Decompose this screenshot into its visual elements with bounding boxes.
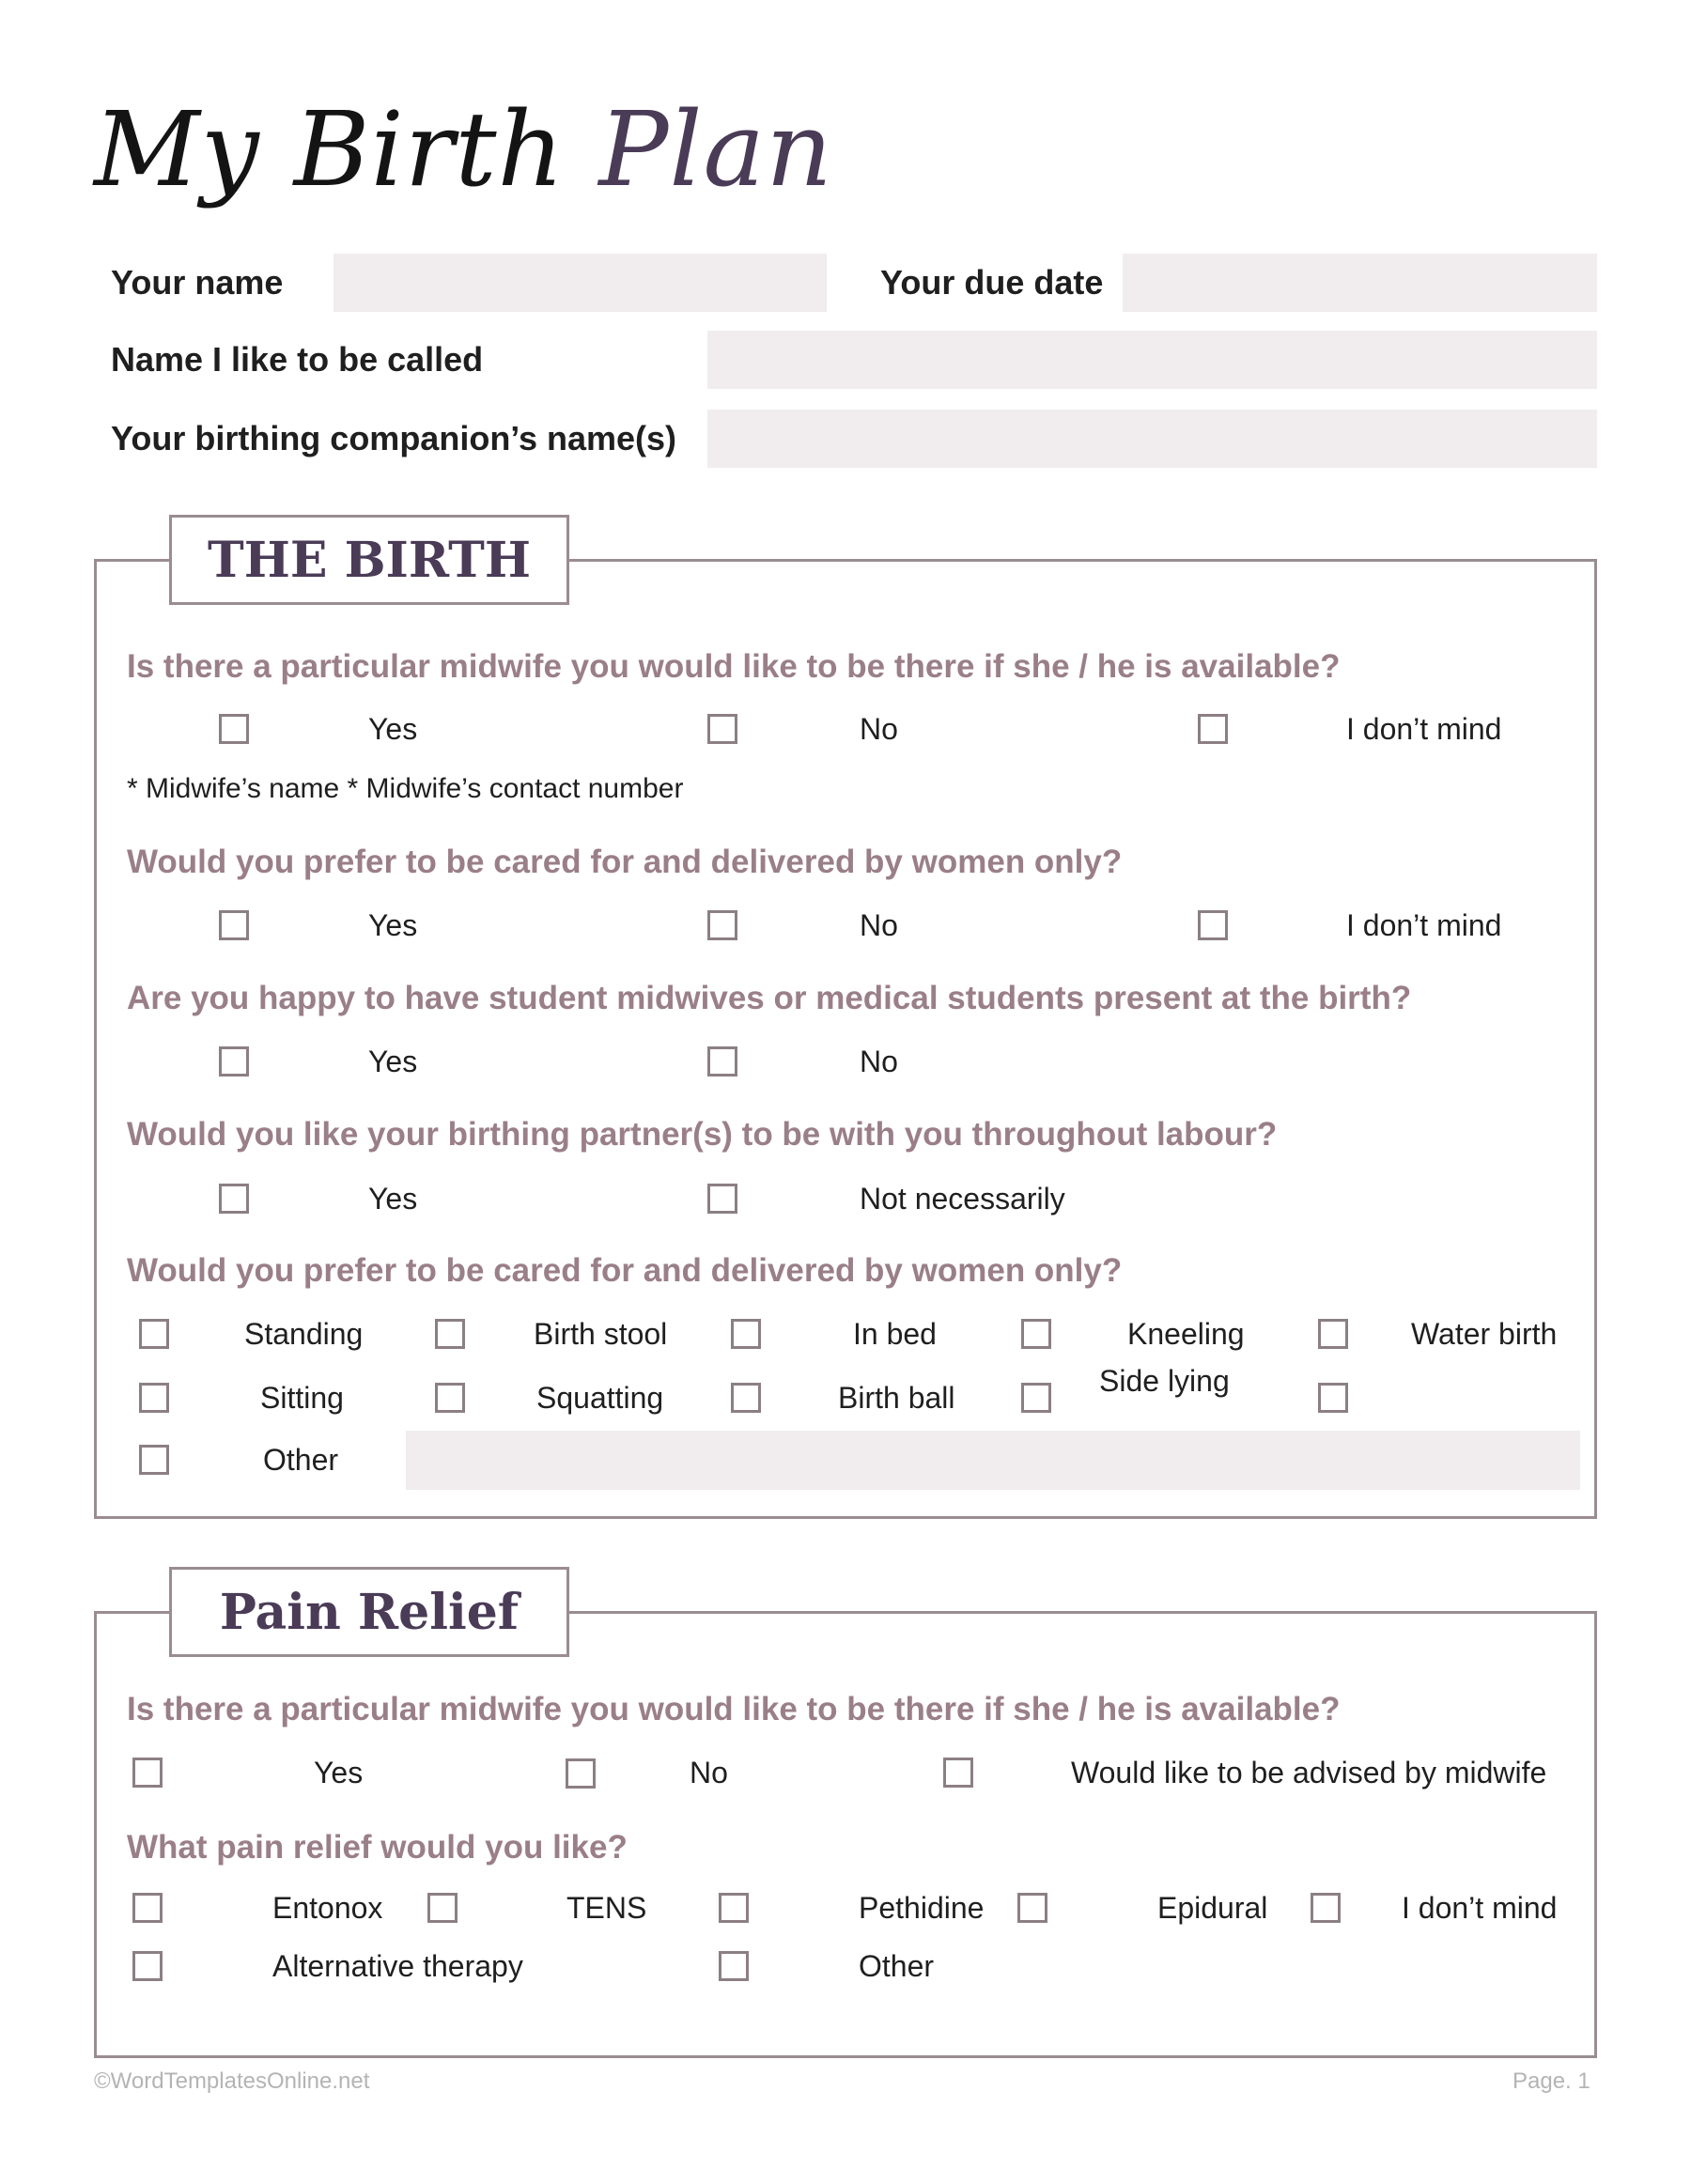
relief-label: TENS <box>566 1891 647 1925</box>
option-label: Yes <box>368 908 418 942</box>
checkbox-in-bed[interactable] <box>731 1319 761 1349</box>
position-label: Squatting <box>536 1381 664 1415</box>
checkbox-standing[interactable] <box>139 1319 169 1349</box>
checkbox-dont-mind[interactable] <box>1198 714 1228 744</box>
called-name-field[interactable] <box>707 331 1597 389</box>
relief-label: Alternative therapy <box>272 1949 523 1983</box>
midwife-note: * Midwife’s name * Midwife’s contact number <box>127 773 684 804</box>
position-label: Birth stool <box>534 1317 668 1351</box>
option-label: No <box>860 1045 898 1078</box>
relief-label: Other <box>859 1949 935 1983</box>
your-name-label: Your name <box>111 263 284 302</box>
checkbox-yes[interactable] <box>132 1758 163 1788</box>
pain-question-midwife: Is there a particular midwife you would like to be there if she / he is available? <box>127 1691 1341 1727</box>
option-label: No <box>860 712 898 746</box>
position-label: Side lying <box>1099 1364 1230 1398</box>
companion-field[interactable] <box>707 410 1597 468</box>
checkbox-yes[interactable] <box>219 1184 249 1214</box>
checkbox-other[interactable] <box>139 1445 169 1475</box>
checkbox-side-lying[interactable] <box>1021 1383 1051 1413</box>
checkbox-no[interactable] <box>707 1046 737 1077</box>
companion-label: Your birthing companion’s name(s) <box>111 419 677 457</box>
page-title <box>94 89 833 209</box>
checkbox-extra[interactable] <box>1318 1383 1348 1413</box>
checkbox-sitting[interactable] <box>139 1383 169 1413</box>
title-part-1: My Birth <box>94 89 566 209</box>
option-label: Yes <box>368 1182 418 1216</box>
position-label: In bed <box>853 1317 937 1351</box>
due-date-field[interactable] <box>1123 254 1597 312</box>
other-position-field[interactable] <box>406 1431 1580 1490</box>
position-label: Water birth <box>1411 1317 1558 1351</box>
checkbox-no[interactable] <box>566 1758 596 1789</box>
checkbox-entonox[interactable] <box>132 1893 163 1923</box>
position-label: Sitting <box>260 1381 344 1415</box>
option-label: Yes <box>368 712 418 746</box>
checkbox-dont-mind[interactable] <box>1198 910 1228 940</box>
relief-label: Pethidine <box>859 1891 985 1925</box>
birth-section <box>94 559 1597 1519</box>
called-name-label: Name I like to be called <box>111 340 484 379</box>
birth-question-midwife: Is there a particular midwife you would like to be there if she / he is available? <box>127 648 1341 685</box>
relief-label: I don’t mind <box>1402 1891 1558 1925</box>
checkbox-other[interactable] <box>719 1951 749 1981</box>
birth-question-positions: Would you prefer to be cared for and delivered by women only? <box>127 1252 1123 1289</box>
pain-relief-heading: Pain Relief <box>169 1567 569 1657</box>
checkbox-yes[interactable] <box>219 910 249 940</box>
option-label: I don’t mind <box>1346 712 1502 746</box>
checkbox-dont-mind[interactable] <box>1311 1893 1341 1923</box>
checkbox-birth-stool[interactable] <box>435 1319 465 1349</box>
option-label: No <box>860 908 898 942</box>
relief-label: Entonox <box>272 1891 383 1925</box>
option-label: No <box>690 1756 728 1789</box>
checkbox-squatting[interactable] <box>435 1383 465 1413</box>
checkbox-not-necessarily[interactable] <box>707 1184 737 1214</box>
relief-label: Epidural <box>1157 1891 1268 1925</box>
page-number: Page. 1 <box>1513 2068 1590 2094</box>
title-part-2: Plan <box>598 89 833 209</box>
checkbox-birth-ball[interactable] <box>731 1383 761 1413</box>
checkbox-water-birth[interactable] <box>1318 1319 1348 1349</box>
option-label: I don’t mind <box>1346 908 1502 942</box>
option-label: Not necessarily <box>860 1182 1065 1216</box>
copyright-text: ©WordTemplatesOnline.net <box>94 2068 370 2094</box>
checkbox-no[interactable] <box>707 714 737 744</box>
pain-question-relief: What pain relief would you like? <box>127 1829 628 1866</box>
birth-question-students: Are you happy to have student midwives or medical students present at the birth? <box>127 980 1412 1016</box>
position-label: Other <box>263 1443 339 1477</box>
checkbox-pethidine[interactable] <box>719 1893 749 1923</box>
position-label: Standing <box>244 1317 364 1351</box>
checkbox-yes[interactable] <box>219 1046 249 1077</box>
birth-question-women-only: Would you prefer to be cared for and delivered by women only? <box>127 844 1123 880</box>
checkbox-yes[interactable] <box>219 714 249 744</box>
checkbox-kneeling[interactable] <box>1021 1319 1051 1349</box>
checkbox-tens[interactable] <box>427 1893 458 1923</box>
option-label: Yes <box>314 1756 364 1789</box>
your-name-field[interactable] <box>334 254 827 312</box>
checkbox-alternative-therapy[interactable] <box>132 1951 163 1981</box>
option-label: Would like to be advised by midwife <box>1071 1756 1547 1789</box>
position-label: Kneeling <box>1127 1317 1245 1351</box>
due-date-label: Your due date <box>880 263 1104 302</box>
option-label: Yes <box>368 1045 418 1078</box>
birth-question-partner: Would you like your birthing partner(s) to be with you throughout labour? <box>127 1116 1278 1153</box>
checkbox-epidural[interactable] <box>1017 1893 1047 1923</box>
checkbox-no[interactable] <box>707 910 737 940</box>
checkbox-advised-by-midwife[interactable] <box>943 1758 973 1788</box>
position-label: Birth ball <box>838 1381 955 1415</box>
birth-heading: THE BIRTH <box>169 515 569 605</box>
